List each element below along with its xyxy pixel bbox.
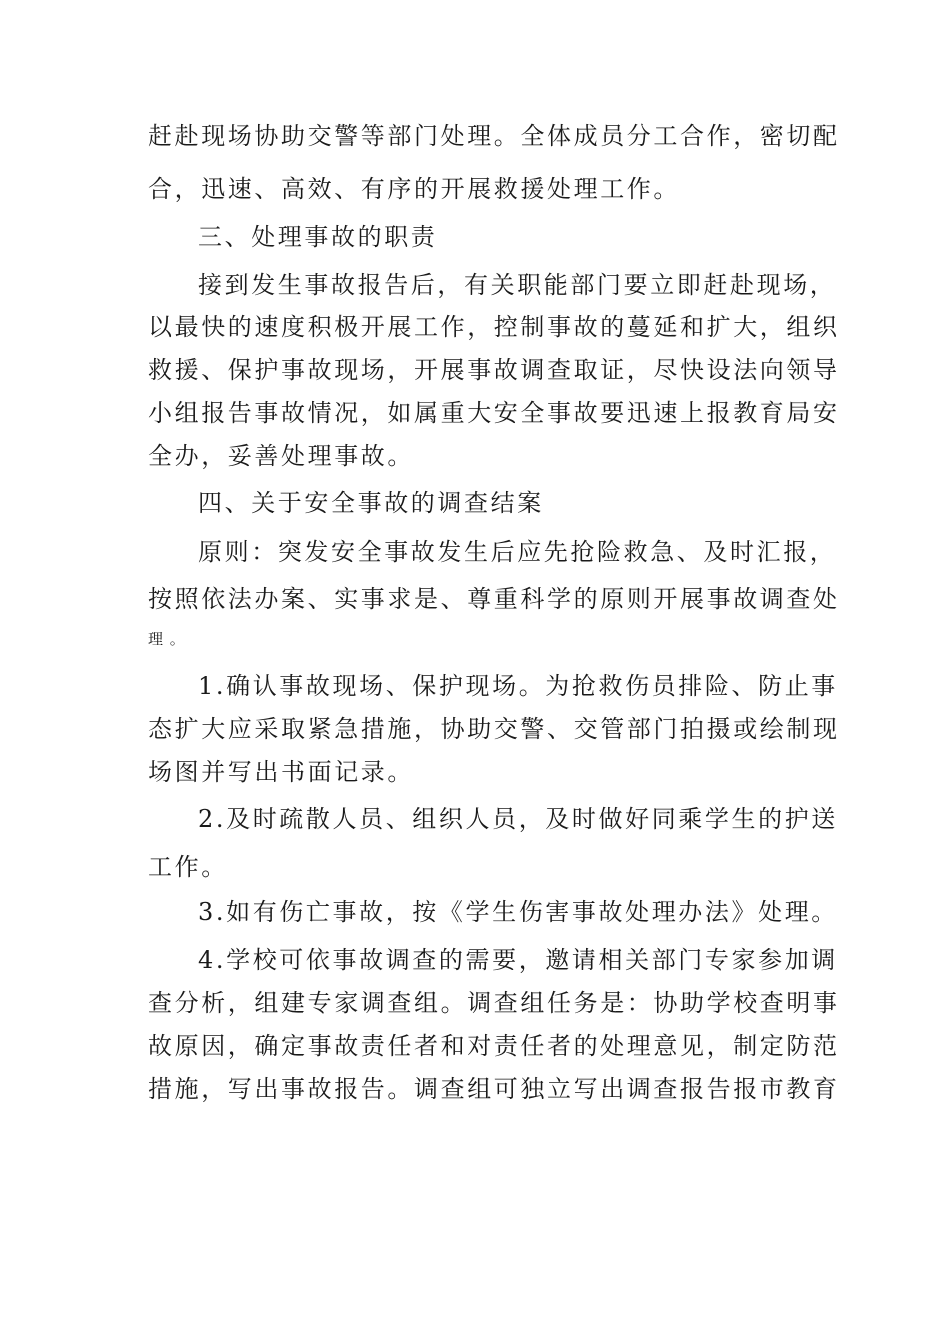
text-line: 接到发生事故报告后，有关职能部门要立即赶赴现场， <box>198 271 837 299</box>
text-line: 救援、保护事故现场，开展事故调查取证，尽快设法向领导 <box>148 356 840 384</box>
text-line: 理 。 <box>148 630 186 648</box>
text-line: 故原因，确定事故责任者和对责任者的处理意见，制定防范 <box>148 1032 840 1060</box>
list-item-1: 1.确认事故现场、保护现场。为抢救伤员排险、防止事 <box>198 672 838 700</box>
text-line: 以最快的速度积极开展工作，控制事故的蔓延和扩大，组织 <box>148 313 840 341</box>
section-heading-3: 三、处理事故的职责 <box>198 223 438 251</box>
list-item-2: 2.及时疏散人员、组织人员，及时做好同乘学生的护送 <box>198 805 838 833</box>
text-line: 小组报告事故情况，如属重大安全事故要迅速上报教育局安 <box>148 399 840 427</box>
text-line: 合，迅速、高效、有序的开展救援处理工作。 <box>148 175 680 203</box>
text-line: 原则：突发安全事故发生后应先抢险救急、及时汇报， <box>198 538 837 566</box>
list-item-3: 3.如有伤亡事故，按《学生伤害事故处理办法》处理。 <box>198 898 838 926</box>
list-item-4: 4.学校可依事故调查的需要，邀请相关部门专家参加调 <box>198 946 838 974</box>
text-line: 态扩大应采取紧急措施，协助交警、交管部门拍摄或绘制现 <box>148 715 840 743</box>
section-heading-4: 四、关于安全事故的调查结案 <box>198 489 544 517</box>
text-line: 查分析，组建专家调查组。调查组任务是：协助学校查明事 <box>148 989 840 1017</box>
text-line: 赶赴现场协助交警等部门处理。全体成员分工合作，密切配 <box>148 122 840 150</box>
text-line: 按照依法办案、实事求是、尊重科学的原则开展事故调查处 <box>148 585 840 613</box>
text-line: 工作。 <box>148 853 228 881</box>
text-line: 场图并写出书面记录。 <box>148 758 414 786</box>
text-line: 全办，妥善处理事故。 <box>148 442 414 470</box>
text-line: 措施，写出事故报告。调查组可独立写出调查报告报市教育 <box>148 1075 840 1103</box>
